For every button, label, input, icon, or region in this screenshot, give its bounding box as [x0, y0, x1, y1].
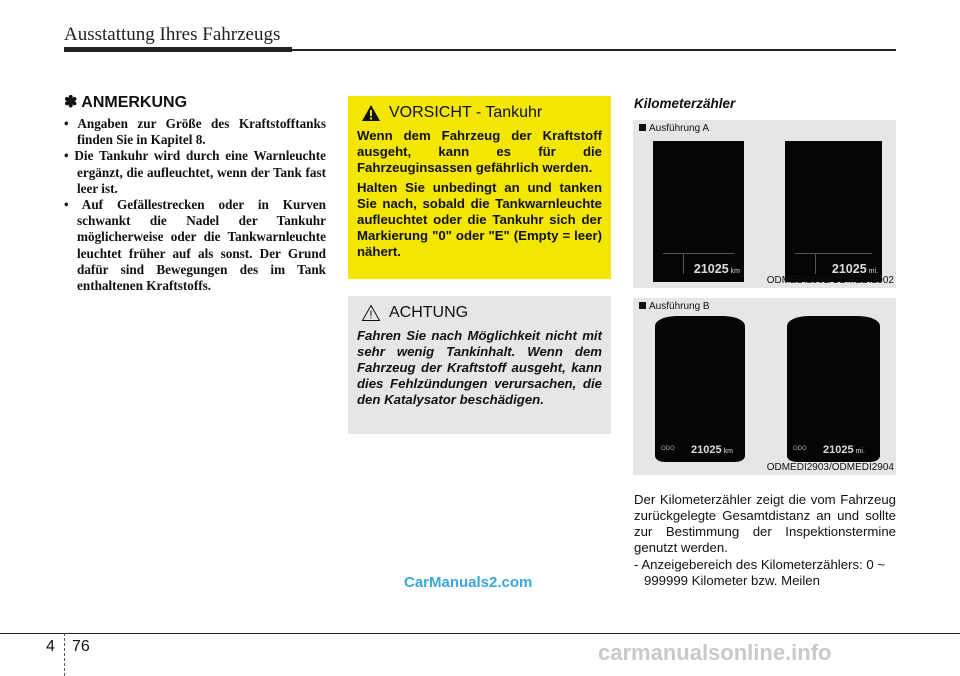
- figure-code: ODMEDI2903/ODMEDI2904: [766, 462, 894, 473]
- odometer-range-list: [634, 557, 896, 589]
- figure-label: Ausführung A: [639, 123, 709, 134]
- note-section: [64, 92, 326, 294]
- caution-box: [348, 96, 611, 279]
- achtung-title: ACHTUNG: [389, 304, 469, 321]
- header-rule-thin: [292, 49, 896, 51]
- note-list: [64, 116, 326, 294]
- odometer-reading: 21025 km: [693, 262, 740, 276]
- figure-code: ODMEDI2901/ODMEDI2902: [766, 275, 894, 286]
- figure-version-b: [633, 298, 896, 475]
- odometer-display-mi: [785, 141, 882, 282]
- odometer-reading: 21025 mi.: [823, 444, 865, 456]
- odo-tag: ODO: [793, 446, 807, 452]
- figure-version-a: [633, 120, 896, 288]
- odometer-display-km: [653, 141, 744, 282]
- page-number: 76: [72, 638, 90, 655]
- watermark-link[interactable]: CarManuals2.com: [404, 574, 533, 591]
- note-item: • Auf Gefällestrecken oder in Kurven schwankt die Nadel der Tankuhr möglicherweise oder die Tankwarnleuchte leuchtet früher auf als sonst. Der Grund dafür sind Bewegungen des im Tank enthaltenen Kraftstoffs.: [64, 197, 326, 294]
- achtung-text: Fahren Sie nach Möglichkeit nicht mit sehr wenig Tankinhalt. Wenn dem Fahrzeug der Kraftstoff ausgeht, kann dies Fehlzündungen verursachen, die den Katalysator beschädigen.: [357, 328, 602, 407]
- header-title: Ausstattung Ihres Fahrzeugs: [64, 24, 281, 45]
- achtung-box: [348, 296, 611, 434]
- footer-rule: [0, 633, 960, 634]
- odometer-display-mi: [787, 316, 880, 462]
- square-bullet-icon: [639, 302, 646, 309]
- odometer-description: Der Kilometerzähler zeigt die vom Fahrzeug zurückgelegte Gesamtdistanz an und sollte zur Bestimmung der Inspektionstermine genutzt werden.: [634, 492, 896, 555]
- caution-title-row: [357, 104, 602, 122]
- warning-filled-icon: [361, 104, 381, 122]
- note-heading: ✽ ANMERKUNG: [64, 94, 188, 111]
- achtung-title-row: [357, 304, 602, 322]
- footer-divider: [64, 633, 66, 676]
- header-rule-thick: [64, 47, 292, 52]
- odometer-display-km: [655, 316, 745, 462]
- odometer-reading: 21025 km: [691, 444, 733, 456]
- warning-outline-icon: [361, 304, 381, 322]
- note-item: • Die Tankuhr wird durch eine Warnleuchte ergänzt, die aufleuchtet, wenn der Tank fast leer ist.: [64, 148, 326, 196]
- section-title: Kilometerzähler: [634, 96, 736, 111]
- odometer-reading: 21025 mi.: [831, 262, 878, 276]
- note-item: • Angaben zur Größe des Kraftstofftanks finden Sie in Kapitel 8.: [64, 116, 326, 148]
- figure-label: Ausführung B: [639, 301, 710, 312]
- odo-tag: ODO: [661, 446, 675, 452]
- watermark-bottom: carmanualsonline.info: [598, 640, 832, 665]
- square-bullet-icon: [639, 124, 646, 131]
- caution-title: VORSICHT - Tankuhr: [389, 104, 543, 121]
- chapter-number: 4: [46, 638, 55, 655]
- caution-paragraph: Halten Sie unbedingt an und tanken Sie nach, sobald die Tankwarnleuchte aufleuchtet oder die Tankuhr sich der Markierung "0" oder "E" (Empty = leer) nähert.: [357, 180, 602, 259]
- list-item: - Anzeigebereich des Kilometerzählers: 0 ~ 999999 Kilometer bzw. Meilen: [634, 557, 886, 588]
- caution-paragraph: Wenn dem Fahrzeug der Kraftstoff ausgeht, kann es für die Fahrzeuginsassen gefährlich werden.: [357, 128, 602, 175]
